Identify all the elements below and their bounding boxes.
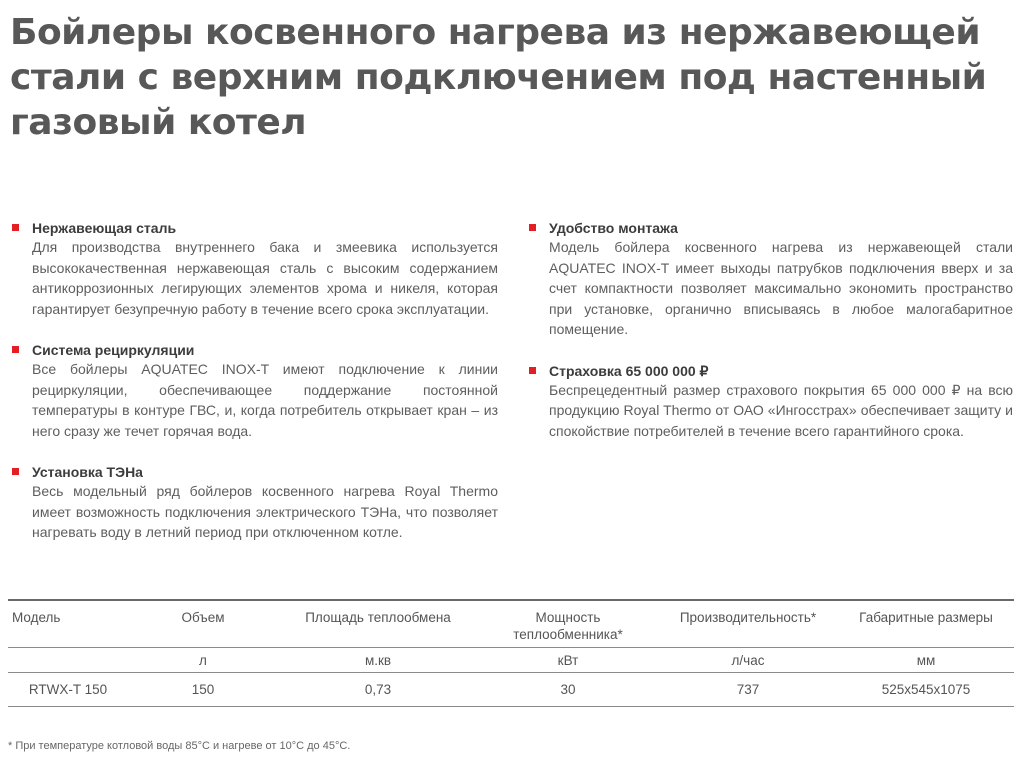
table-cell: 737 [658,673,838,707]
feature-heating-element [12,463,498,543]
red-square-bullet-icon [529,367,536,374]
feature-insurance [529,362,1013,442]
column-header: Модель [8,600,128,648]
table-units-row [8,648,1014,673]
unit-cell: м.кв [278,648,478,673]
footnote: * При температуре котловой воды 85°C и нагреве от 10°C до 45°C. [8,740,351,752]
unit-cell: мм [838,648,1014,673]
feature-heading: Система рециркуляции [32,342,195,358]
feature-text: Модель бойлера косвенного нагрева из нержавеющей стали AQUATEC INOX-T имеет выходы патрубков подключения вверх и за счет компактности позволяет максимально экономить пространство при установке, органично вписываясь в любое малогабаритное помещение. [549,239,1013,337]
feature-text: Для производства внутреннего бака и змеевика используется высококачественная нержавеющая сталь с высоким содержанием антикоррозионных легирующих элементов хрома и никеля, которая гарантирует безупречную работу в течение всего срока эксплуатации. [32,239,498,317]
feature-text: Весь модельный ряд бойлеров косвенного нагрева Royal Thermo имеет возможность подключения электрического ТЭНа, что позволяет нагревать воду в летний период при отключенном котле. [32,483,498,540]
feature-text: Беспрецедентный размер страхового покрытия 65 000 000 ₽ на всю продукцию Royal Thermo от ОАО «Ингосстрах» обеспечивает защиту и спокойствие потребителей в течение всего гарантийного срока. [549,381,1013,439]
column-header: Габаритные размеры [838,600,1014,648]
unit-cell: л/час [658,648,838,673]
feature-text: Все бойлеры AQUATEC INOX-T имеют подключение к линии рециркуляции, обеспечивающее поддержание постоянной температуры в контуре ГВС, и, когда потребитель открывает кран – из него сразу же течет горячая вода. [32,361,498,439]
table-row [8,673,1014,707]
unit-cell: кВт [478,648,658,673]
specs-table [8,599,1014,707]
table-cell: 525x545x1075 [838,673,1014,707]
red-square-bullet-icon [529,224,536,231]
page-title: Бойлеры косвенного нагрева из нержавеющей стали с верхним подключением под настенный газовый котел [10,12,987,143]
feature-heading: Страховка 65 000 000 ₽ [549,362,709,379]
features-right-column [529,219,1013,441]
feature-stainless-steel [12,219,498,319]
table-cell: 150 [128,673,278,707]
features-left-column [12,219,498,543]
red-square-bullet-icon [12,346,19,353]
unit-cell: л [128,648,278,673]
table-cell: 30 [478,673,658,707]
column-header: Производительность* [658,600,838,648]
table-cell: 0,73 [278,673,478,707]
column-header: Площадь теплообмена [278,600,478,648]
column-header: Мощность теплообменника* [478,600,658,648]
feature-recirculation [12,341,498,441]
red-square-bullet-icon [12,468,19,475]
table-header-row [8,600,1014,648]
feature-heading: Удобство монтажа [549,220,678,236]
unit-cell [8,648,128,673]
red-square-bullet-icon [12,224,19,231]
feature-heading: Нержавеющая сталь [32,220,177,236]
feature-heading: Установка ТЭНа [32,464,143,480]
column-header: Объем [128,600,278,648]
feature-installation [529,219,1013,340]
table-cell: RTWX-T 150 [8,673,128,707]
